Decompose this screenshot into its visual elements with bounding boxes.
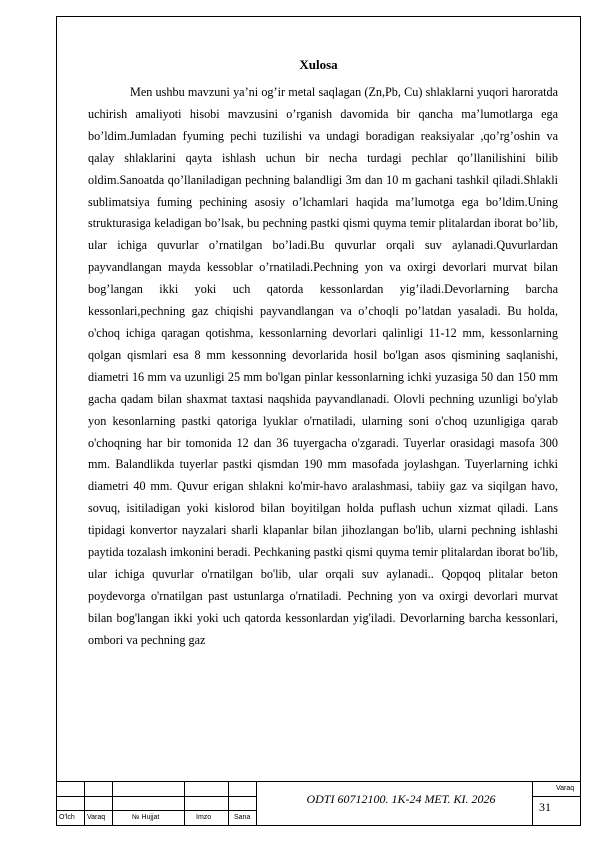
stamp-row-line — [56, 810, 256, 811]
stamp-row-line — [56, 796, 256, 797]
stamp-divider — [112, 782, 113, 826]
document-code: ODTI 60712100. 1K-24 MET. KI. 2026 — [306, 792, 496, 806]
stamp-divider — [532, 782, 533, 826]
stamp-row-line — [532, 796, 581, 797]
title-block-stamp — [56, 781, 581, 826]
stamp-label-varaq: Varaq — [87, 814, 106, 821]
section-title: Xulosa — [299, 57, 338, 72]
stamp-varaq-label: Varaq — [556, 785, 575, 792]
stamp-divider — [84, 782, 85, 826]
stamp-label-imzo: Imzo — [196, 814, 212, 821]
page-number: 31 — [539, 800, 551, 814]
stamp-label-olch: O'lch — [59, 814, 75, 821]
stamp-divider — [184, 782, 185, 826]
stamp-label-hujjat: № Hujjat — [132, 814, 160, 821]
body-paragraph: Men ushbu mavzuni ya’ni og’ir metal saqlagan (Zn,Pb, Cu) shlaklarni yuqori haroratda uchirish amaliyoti hisobi mavzusini o’rganish davomida bir qancha ma’lumotlarga ega bo’ldim.Jumladan fyuming pechi tuzilishi va undagi boradigan reaksiyalar ,qo’rg’oshin va qalay shlaklarini qayta ishlash uchun bir necha turdagi pechlar qo’llanilishini bilib oldim.Sanoatda qo’llaniladigan pechning balandligi 3m dan 10 m gachani tashkil qiladi.Shlakli sublimatsiya fuming pechining asosiy o’lchamlari haqida ma’lumotga ega bo’ldim.Uning strukturasiga keladigan bo’lsak, bu pechning pastki qismi quyma temir plitalardan iborat bo’lib, ular ichiga quvurlar o’rnatilgan bo’ladi.Bu quvurlar orqali suv aylanadi.Quvurlardan payvandlangan mayda kessoblar o’rnatiladi.Pechning yon va oxirgi devorlari murvat bilan bog’langan ikki yoki uch qatorda kessonlardan yig’iladi.Devorlarning barcha kessonlari,pechning gaz chiqishi payvandlangan va o’choqli po’latdan yasaladi. Bu holda, o'choq ichiga qaragan qotishma, kessonlarning devorlari qalinligi 11-12 mm, kessonlarning qolgan qismlari esa 8 mm kessonning devorlarida hosil bo'lgan asos qismining saqlanishi, diametri 16 mm va uzunligi 25 mm bo'lgan pinlar kessonlarning ichki yuzasiga 50 dan 150 mm gacha qadam bilan shaxmat taxtasi naqshida payvandlanadi. Olovli pechning uzunligi bo'ylab yon kesonlarning pastki qatoriga lyuklar o'rnatiladi, ularning soni o'choq uzunligiga qarab o'choqning har bir tomonida 12 dan 36 tuyergacha o'zgaradi. Tuyerlar orasidagi masofa 300 mm. Balandlikda tuyerlar pastki qismdan 190 mm masofada joylashgan. Tuyerlarning ichki diametri 40 mm. Quvur erigan shlakni ko'mir-havo aralashmasi, tabiiy gaz va siqilgan havo, sovuq, isitiladigan yoki kislorod bilan boyitilgan holda puflash uchun xizmat qiladi. Lans tipidagi konvertor nayzalari sharli klapanlar bilan jihozlangan bo'lib, ularni pechning ishlashi paytida tozalash imkonini beradi. Pechkaning pastki qismi quyma temir plitalardan iborat bo'lib, ular ichiga quvurlar o'rnatilgan bo'lib, ular orqali suv aylanadi.. Qopqoq plitalar beton poydevorga o'rnatilgan past ustunlarga o'rnatiladi. Pechning yon va oxirgi devorlari murvat bilan bog'langan ikki yoki uch qatorda kessonlardan yig'iladi. Devorlarning barcha kessonlari, ombori va pechning gaz — [88, 85, 558, 647]
stamp-divider — [228, 782, 229, 826]
stamp-label-sana: Sana — [234, 814, 251, 821]
stamp-divider — [256, 782, 257, 826]
